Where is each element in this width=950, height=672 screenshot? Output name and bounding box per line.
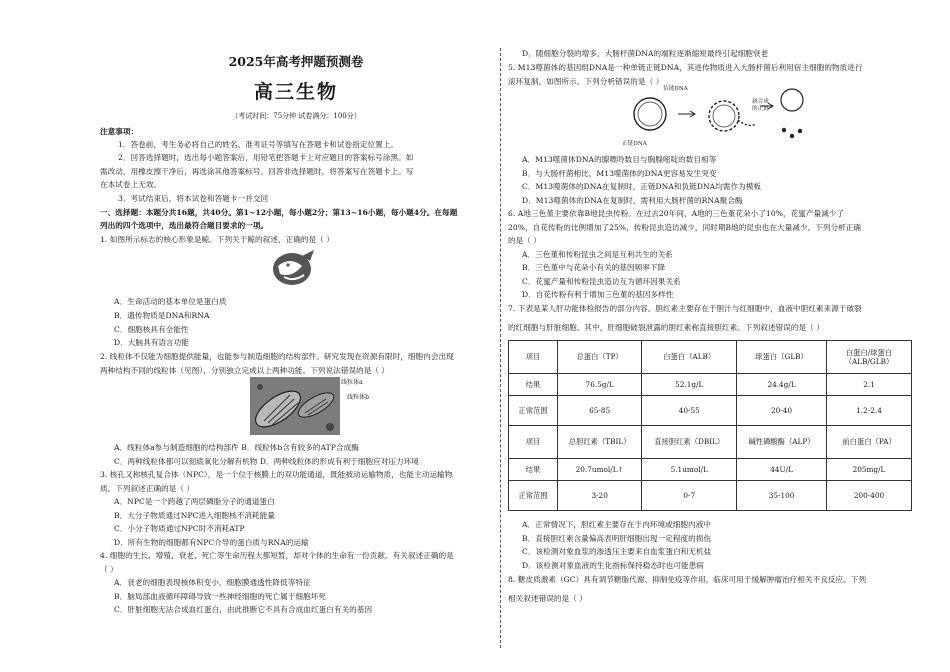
table-cell: 3-20 bbox=[558, 481, 642, 511]
table-cell: 20.7umol/L↑ bbox=[558, 459, 642, 481]
q3-option-a: A．NPC是一个跨越了两层磷脂分子的通道蛋白 bbox=[114, 497, 275, 506]
table-cell: 65-85 bbox=[558, 396, 642, 426]
notes-line-1: 1．答卷前，考生务必将自己的姓名、准考证号等填写在答题卡和试卷指定位置上。 bbox=[118, 140, 399, 149]
q5-label-new-strand-2: 的正链 bbox=[752, 106, 769, 112]
table-cell: 24.4g/L bbox=[737, 374, 827, 396]
q1-option-b: B．遗传物质是DNA和RNA bbox=[114, 311, 210, 320]
table-cell: 44U/L bbox=[737, 459, 827, 481]
exam-info: （考试时间：75分钟 试卷满分：100分） bbox=[231, 112, 361, 120]
q7-line-2: 的红细胞与肝脏细胞。其中，肝细胞破裂泄露的胆红素称直接胆红素。下列叙述错误的是（ ） bbox=[508, 323, 824, 332]
table-row bbox=[509, 396, 912, 426]
q1-stem: 1. 如图所示标志的核心形象是鲸。下列关于鲸的叙述，正确的是（ ） bbox=[100, 235, 334, 244]
section1-line-2: 列出的四个选项中，选出最符合题目要求的一项。 bbox=[100, 221, 269, 230]
table-cell: 球蛋白（GLB） bbox=[737, 341, 827, 374]
table-row bbox=[509, 341, 912, 374]
table-row bbox=[509, 481, 912, 511]
table-cell: 52.1g/L bbox=[642, 374, 737, 396]
q5-option-c: C．M13噬菌体的DNA在复制时，正链DNA和负链DNA均需作为模板 bbox=[522, 182, 762, 191]
q4-option-d: D．随细胞分裂的增多，大肠杆菌DNA的端粒逐渐缩短最终引起细胞衰老 bbox=[522, 49, 769, 58]
table-cell: 1.2-2.4 bbox=[827, 396, 912, 426]
right-column bbox=[508, 0, 912, 672]
table-cell: 200-400 bbox=[827, 481, 912, 511]
q7-option-b: B．直接胆红素含量偏高表明肝细胞出现一定程度的损伤 bbox=[522, 534, 712, 543]
q2-options-ab: A．线粒体a参与制造细胞的结构部件 B．线粒体b含有较多的ATP合成酶 bbox=[114, 443, 359, 452]
subject-title: 高三生物 bbox=[253, 81, 338, 103]
q7-option-d: D．该检测对象血液的生化指标保持稳态时也可能患病 bbox=[522, 561, 704, 570]
q6-option-a: A．三色堇和传粉昆虫之间是互利共生的关系 bbox=[522, 250, 673, 259]
table-row bbox=[509, 426, 912, 459]
q3-line-1: 3. 核孔又称核孔复合体（NPC），是一个位于核膜上的双功能通道，既能被动运输物质，也能主动运输物 bbox=[100, 470, 453, 479]
table-cell: 碱性磷酸酶（ALP） bbox=[737, 426, 827, 459]
table-cell: 白蛋白/球蛋白（ALB/GLB） bbox=[827, 341, 912, 374]
table-cell: 项目 bbox=[509, 341, 558, 374]
table-cell: 40-55 bbox=[642, 396, 737, 426]
table-cell: 前白蛋白（PA） bbox=[827, 426, 912, 459]
left-column bbox=[100, 0, 492, 672]
table-cell: 5.1umol/L bbox=[642, 459, 737, 481]
q1-option-c: C．细胞核具有全能性 bbox=[114, 325, 189, 334]
table-row bbox=[509, 374, 912, 396]
q5-label-negative-strand: 负链DNA bbox=[663, 86, 688, 92]
table-cell: 76.5g/L bbox=[558, 374, 642, 396]
q2-line-1: 2. 线粒体不仅能为细胞提供能量，也能参与制造细胞的结构部件。研究发现在资源有限时，细胞内会出现 bbox=[100, 352, 454, 361]
notes-line-4: 在本试卷上无效。 bbox=[100, 180, 162, 189]
notes-line-2: 2．回答选择题时，选出每小题答案后，用铅笔把答题卡上对应题目的答案标号涂黑。如 bbox=[118, 153, 414, 162]
q1-option-a: A．生命活动的基本单位是蛋白质 bbox=[114, 297, 227, 306]
q3-option-c: C．小分子物质通过NPC时不消耗ATP bbox=[114, 524, 245, 533]
q8-line-1: 8. 糖皮质激素（GC）具有调节糖脂代谢、抑制免疫等作用，临床可用于缓解肿瘤治疗相关不良反应。下列 bbox=[508, 575, 867, 584]
q6-line-2: 20%，自花传粉的比例增加了25%，传粉昆虫造访减少，同时期B地的昆虫也在大量减少。下列分析正确 bbox=[508, 223, 862, 232]
q4-line-1: 4. 细胞的生长、增殖、衰老、死亡等生命历程大都短暂，却对个体的生命有一份贡献。有关叙述正确的是 bbox=[100, 551, 454, 560]
mitochondria-micrograph bbox=[250, 377, 340, 439]
q6-option-b: B．三色堇中与花朵小有关的基因频率下降 bbox=[522, 263, 666, 272]
table-cell: 正常范围 bbox=[509, 481, 558, 511]
q5-option-d: D．M13噬菌体的DNA在复制时，需利用大肠杆菌的RNA聚合酶 bbox=[522, 196, 743, 205]
table-cell: 结果 bbox=[509, 459, 558, 481]
q6-line-1: 6. A地三色堇主要依靠B地昆虫传粉。在过去20年间，A地的三色堇花朵小了10%，花蜜产量减少了 bbox=[508, 209, 845, 218]
q4-line-2: （ ） bbox=[100, 565, 118, 574]
table-cell: 正常范围 bbox=[509, 396, 558, 426]
q7-option-a: A．正常情况下，胆红素主要存在于内环境或细胞内液中 bbox=[522, 520, 711, 529]
table-cell: 直接胆红素（DBIL） bbox=[642, 426, 737, 459]
table-cell: 205mg/L bbox=[827, 459, 912, 481]
table-cell: 0-7 bbox=[642, 481, 737, 511]
q5-line-1: 5. M13噬菌体的基因组DNA是一种单链正链DNA，其进传物质进入大肠杆菌后利用宿主细胞的物质进行 bbox=[508, 63, 863, 72]
notes-line-5: 3．考试结束后，将本试卷和答题卡一并交回 bbox=[118, 194, 269, 203]
q3-option-d: D．所有生物的细胞都有NPC介导的蛋白质与RNA的运输 bbox=[114, 538, 309, 547]
q1-option-d: D．大脑具有语言功能 bbox=[114, 338, 189, 347]
notes-title: 注意事项： bbox=[100, 127, 139, 136]
q5-option-a: A．M13噬菌体DNA的腺嘌呤数目与胸腺嘧啶的数目相等 bbox=[522, 155, 717, 164]
table-cell: 20-40 bbox=[737, 396, 827, 426]
q4-option-b: B．脑局部血液循环障碍导致一些神经细胞的死亡属于细胞坏死 bbox=[114, 592, 327, 601]
exam-title: 2025年高考押题预测卷 bbox=[228, 54, 364, 69]
liver-function-table bbox=[508, 340, 912, 511]
table-cell: 白蛋白（ALB） bbox=[642, 341, 737, 374]
table-cell: 项目 bbox=[509, 426, 558, 459]
section1-line-1: 一、选择题：本题分共16题，共40分。第1~12小题，每小题2分；第13~16小题，每小题4分。在每题 bbox=[100, 208, 458, 217]
q5-label-positive-strand: 正链DNA bbox=[622, 141, 647, 147]
q4-option-a: A．衰老的细胞表现核体积变小，细胞膜通透性降低等特征 bbox=[114, 578, 311, 587]
table-cell: 总蛋白（TP） bbox=[558, 341, 642, 374]
table-cell: 2.1 bbox=[827, 374, 912, 396]
q6-option-c: C．花蜜产量和传粉昆虫造访互为循环因果关系 bbox=[522, 277, 681, 286]
q2-options-cd: C．两种线粒体都可以彻底氧化分解有机物 D．两种线粒体的形成有利于细胞应对压力环境 bbox=[114, 457, 419, 466]
notes-line-3: 需改动，用橡皮擦干净后，再选涂其他答案标号。回答非选择题时，将答案写在答题卡上。写 bbox=[100, 167, 414, 176]
q5-label-new-strand: 新合成 bbox=[752, 99, 769, 105]
q2-line-2: 两种结构不同的线粒体（见图），分别独立完成以上两种功能。下列说法错误的是（ ） bbox=[100, 366, 390, 375]
table-row bbox=[509, 459, 912, 481]
q8-line-2: 相关叙述错误的是（ ） bbox=[508, 594, 587, 603]
table-cell: 总胆红素（TBIL） bbox=[558, 426, 642, 459]
q3-option-b: B．大分子物质通过NPC进入细胞核不消耗能量 bbox=[114, 511, 275, 520]
q7-option-c: C．该检测对象血浆的渗透压主要来自血浆蛋白和无机盐 bbox=[522, 547, 712, 556]
column-divider bbox=[500, 48, 501, 648]
q3-line-2: 质。下列叙述正确的是（ ） bbox=[100, 484, 195, 493]
q7-line-1: 7. 下表是某人肝功能体检报告的部分内容。胆红素主要存在于胆汁与红细胞中，血液中胆红素来源于破裂 bbox=[508, 304, 862, 313]
whale-logo-icon bbox=[268, 248, 318, 292]
q5-option-b: B．与大肠杆菌相比，M13噬菌体的DNA更容易发生突变 bbox=[522, 169, 717, 178]
table-cell: 结果 bbox=[509, 374, 558, 396]
rolling-circle-diagram bbox=[620, 84, 810, 154]
q6-option-d: D．自花传粉有利于增加三色堇的基因多样性 bbox=[522, 290, 674, 299]
table-cell: 35-100 bbox=[737, 481, 827, 511]
q2-label-b: 线粒体b bbox=[347, 394, 370, 401]
q2-label-a: 线粒体a bbox=[341, 379, 363, 386]
q4-option-c: C．肝脏细胞无法合成血红蛋白，由此推断它不具有合成血红蛋白有关的基因 bbox=[114, 605, 373, 614]
q5-line-2: 滚环复制，如图所示。下列分析错误的是（ ） bbox=[508, 77, 664, 86]
q6-line-3: 的是（ ） bbox=[508, 236, 542, 245]
